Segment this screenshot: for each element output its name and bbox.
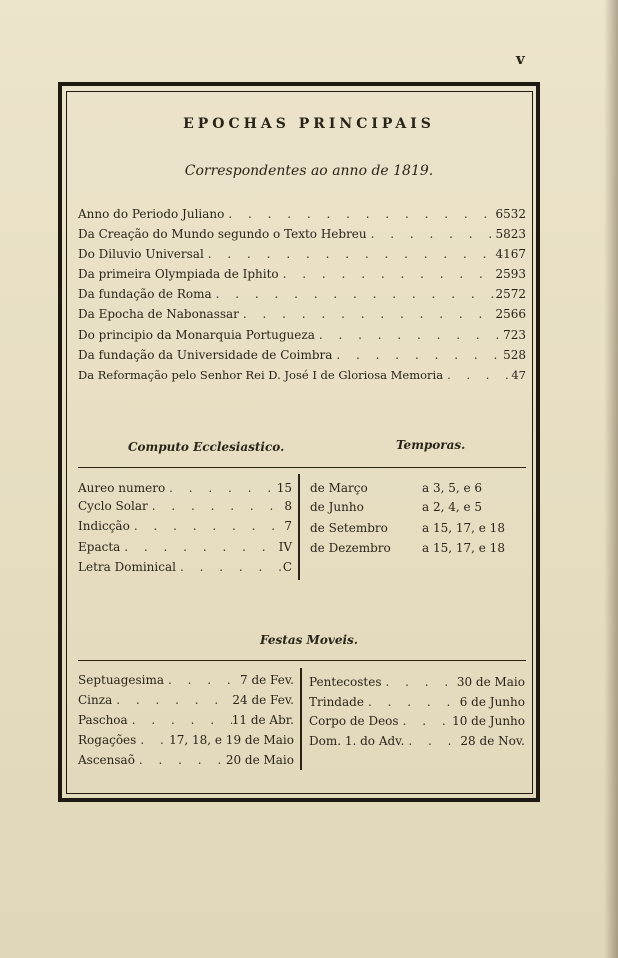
dot-leader <box>148 499 285 513</box>
epoch-row <box>78 207 526 227</box>
computo-value: IV <box>278 540 292 554</box>
epoch-label: Da Epocha de Nabonassar <box>78 307 239 321</box>
festas-heading: Festas Moveis. <box>260 633 358 647</box>
dot-leader <box>224 207 495 221</box>
dot-leader <box>239 307 496 321</box>
computo-row <box>78 519 292 537</box>
epoch-row <box>78 368 526 388</box>
page-number: v <box>516 50 525 68</box>
epoch-value: 723 <box>503 328 526 342</box>
festa-label: Paschoa <box>78 713 128 727</box>
dot-leader <box>112 693 232 707</box>
dot-leader <box>136 733 169 747</box>
festa-date: 20 de Maio <box>225 753 294 767</box>
festa-row <box>309 695 525 715</box>
computo-value: 15 <box>276 481 292 495</box>
epoch-row <box>78 227 526 247</box>
festa-label: Corpo de Deos <box>309 714 399 728</box>
column-divider <box>298 474 300 580</box>
epoch-value: 2572 <box>495 287 526 301</box>
festa-date: 11 de Abr. <box>231 713 294 727</box>
festa-label: Pentecostes <box>309 675 382 689</box>
epoch-row <box>78 348 526 368</box>
festa-row <box>78 713 294 733</box>
epoch-value: 4167 <box>495 247 526 261</box>
temporas-days: a 15, 17, e 18 <box>422 541 505 555</box>
epoch-row <box>78 328 526 348</box>
dot-leader <box>135 753 226 767</box>
temporas-days: a 3, 5, e 6 <box>422 481 483 495</box>
dot-leader <box>130 519 285 533</box>
dot-leader <box>443 368 511 382</box>
computo-heading: Computo Ecclesiastico. <box>128 440 285 454</box>
page-edge-shadow <box>604 0 618 958</box>
epoch-row <box>78 267 526 287</box>
epoch-label: Do principio da Monarquia Portugueza <box>78 328 315 342</box>
computo-row <box>78 499 292 517</box>
festa-row <box>78 733 294 753</box>
festa-label: Cinza <box>78 693 113 707</box>
temporas-heading: Temporas. <box>396 438 466 452</box>
dot-leader <box>164 673 240 687</box>
dot-leader <box>279 267 496 281</box>
dot-leader <box>120 540 278 554</box>
festa-date: 17, 18, e 19 de Maio <box>169 733 294 747</box>
festa-label: Ascensaõ <box>78 753 135 767</box>
epoch-value: 2566 <box>495 307 526 321</box>
temporas-row <box>310 521 526 539</box>
temporas-row <box>310 500 526 518</box>
page-subtitle: Correspondentes ao anno de 1819. <box>184 163 434 179</box>
temporas-days: a 2, 4, e 5 <box>422 500 483 514</box>
festa-date: 6 de Junho <box>459 695 525 709</box>
festa-row <box>78 693 294 713</box>
temporas-month: de Junho <box>310 500 364 514</box>
section-rule <box>78 467 526 468</box>
computo-row <box>78 560 292 578</box>
festa-date: 7 de Fev. <box>240 673 294 687</box>
festa-date: 24 de Fev. <box>232 693 294 707</box>
festa-date: 10 de Junho <box>452 714 525 728</box>
dot-leader <box>176 560 283 574</box>
temporas-month: de Março <box>310 481 368 495</box>
epoch-label: Anno do Periodo Juliano <box>78 207 225 221</box>
dot-leader <box>381 675 456 689</box>
temporas-month: de Setembro <box>310 521 388 535</box>
temporas-days: a 15, 17, e 18 <box>422 521 505 535</box>
festa-row <box>309 675 525 695</box>
epoch-value: 47 <box>511 368 526 382</box>
section-rule <box>78 660 526 661</box>
festa-label: Trindade <box>309 695 364 709</box>
festa-row <box>78 753 294 773</box>
dot-leader <box>332 348 503 362</box>
dot-leader <box>364 695 460 709</box>
computo-value: 8 <box>284 499 292 513</box>
dot-leader <box>367 227 496 241</box>
computo-value: C <box>282 560 292 574</box>
epoch-value: 5823 <box>495 227 526 241</box>
dot-leader <box>315 328 503 342</box>
epoch-value: 528 <box>503 348 526 362</box>
dot-leader <box>128 713 232 727</box>
epoch-label: Da fundação de Roma <box>78 287 212 301</box>
festa-label: Rogações <box>78 733 137 747</box>
festa-row <box>309 734 525 754</box>
epoch-label: Da Reformação pelo Senhor Rei D. José I de Gloriosa Memoria <box>78 368 444 382</box>
epoch-row <box>78 287 526 307</box>
festa-label: Dom. 1. do Adv. <box>309 734 405 748</box>
computo-value: 7 <box>284 519 292 533</box>
dot-leader <box>204 247 496 261</box>
computo-row <box>78 481 292 499</box>
festa-label: Septuagesima <box>78 673 165 687</box>
computo-label: Aureo numero <box>78 481 166 495</box>
epoch-value: 6532 <box>495 207 526 221</box>
festa-row <box>78 673 294 693</box>
dot-leader <box>399 714 453 728</box>
epoch-row <box>78 307 526 327</box>
computo-label: Letra Dominical <box>78 560 176 574</box>
festa-date: 28 de Nov. <box>460 734 525 748</box>
festa-row <box>309 714 525 734</box>
temporas-row <box>310 481 526 499</box>
epoch-label: Do Diluvio Universal <box>78 247 204 261</box>
column-divider <box>300 668 302 770</box>
temporas-month: de Dezembro <box>310 541 391 555</box>
dot-leader <box>165 481 277 495</box>
computo-label: Indicção <box>78 519 130 533</box>
computo-label: Epacta <box>78 540 121 554</box>
epoch-label: Da primeira Olympiada de Iphito <box>78 267 279 281</box>
epoch-label: Da Creação do Mundo segundo o Texto Hebreu <box>78 227 367 241</box>
dot-leader <box>404 734 460 748</box>
dot-leader <box>212 287 496 301</box>
festa-date: 30 de Maio <box>456 675 525 689</box>
epoch-label: Da fundação da Universidade de Coimbra <box>78 348 333 362</box>
page-title: EPOCHAS PRINCIPAIS <box>183 116 435 132</box>
epoch-value: 2593 <box>495 267 526 281</box>
computo-row <box>78 540 292 558</box>
temporas-row <box>310 541 526 559</box>
computo-label: Cyclo Solar <box>78 499 148 513</box>
epoch-row <box>78 247 526 267</box>
